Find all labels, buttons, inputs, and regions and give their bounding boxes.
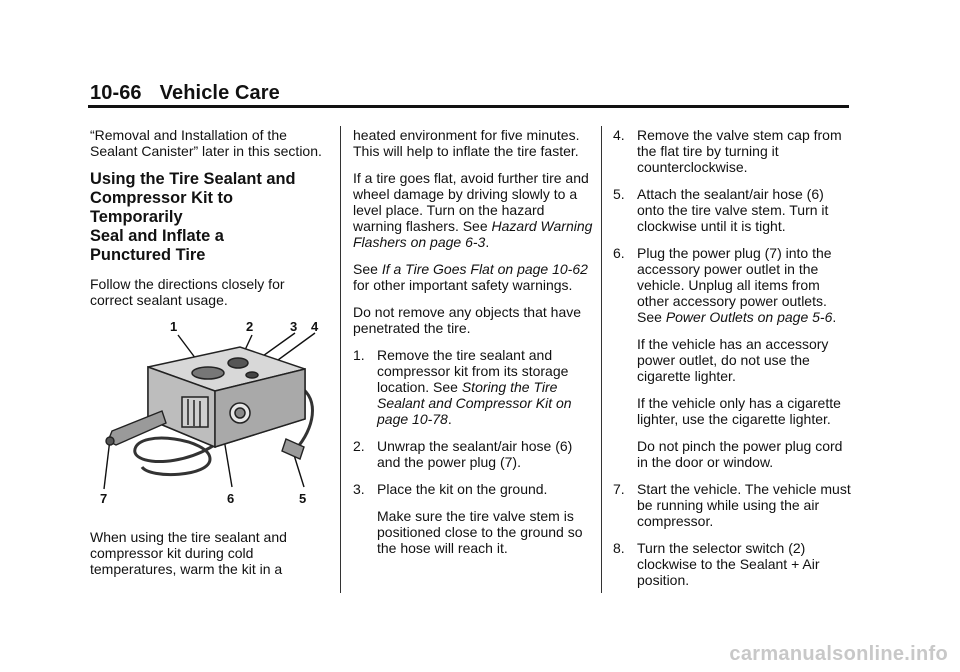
- cross-reference: Storing the Tire Sealant and Compressor Kit on page 10-78: [377, 379, 572, 427]
- step-text: Remove the valve stem cap from the flat tire by turning it counterclockwise.: [637, 127, 842, 175]
- list-item: [613, 186, 853, 234]
- heading-line: Seal and Inflate a: [90, 227, 224, 245]
- compressor-kit-drawing: [90, 319, 330, 519]
- cross-reference: Hazard Warning Flashers on page 6-3: [353, 218, 593, 250]
- list-item: [613, 245, 853, 325]
- intro-paragraph: “Removal and Installation of the Sealant Canister” later in this section.: [90, 127, 322, 159]
- header-rule: [88, 105, 849, 108]
- page-number: 10-66: [90, 82, 142, 104]
- step-text: Turn the selector switch (2) clockwise to the Sealant + Air position.: [637, 540, 820, 588]
- step-number: 1.: [353, 347, 365, 363]
- safety-paragraph: [353, 261, 593, 293]
- step-text: .: [832, 309, 837, 325]
- step-number: 8.: [613, 540, 625, 556]
- callout-7: 7: [100, 491, 108, 506]
- step-note: Do not pinch the power plug cord in the door or window.: [637, 438, 843, 470]
- heading-line: Compressor Kit to Temporarily: [90, 189, 233, 226]
- column-divider: [340, 126, 341, 593]
- list-item: [353, 347, 593, 427]
- callout-3: 3: [290, 319, 298, 334]
- section-heading: [90, 170, 330, 265]
- step-text: Remove the tire sealant and compressor kit from its storage location. See: [377, 347, 569, 395]
- step-note: Make sure the tire valve stem is positioned close to the ground so the hose will reach it.: [377, 508, 583, 556]
- step-number: 6.: [613, 245, 625, 261]
- paragraph-text: If a tire goes flat, avoid further tire and wheel damage by driving slowly to a level place. Turn on the hazard warning flashers. See: [353, 170, 589, 234]
- objects-paragraph: Do not remove any objects that have penetrated the tire.: [353, 304, 582, 336]
- step-number: 7.: [613, 481, 625, 497]
- follow-paragraph: Follow the directions closely for correct sealant usage.: [90, 276, 285, 308]
- step-note: If the vehicle only has a cigarette lighter, use the cigarette lighter.: [637, 395, 841, 427]
- warm-paragraph: heated environment for five minutes. This will help to inflate the tire faster.: [353, 127, 580, 159]
- callout-2: 2: [246, 319, 254, 334]
- callout-6: 6: [227, 491, 235, 506]
- step-number: 2.: [353, 438, 365, 454]
- callout-5: 5: [299, 491, 307, 506]
- column-divider: [601, 126, 602, 593]
- list-item: [613, 481, 853, 529]
- page-header: [90, 82, 280, 105]
- step-number: 5.: [613, 186, 625, 202]
- paragraph-text: .: [485, 234, 490, 250]
- list-item: [353, 481, 593, 497]
- step-text: Attach the sealant/air hose (6) onto the tire valve stem. Turn it clockwise until it is tight.: [637, 186, 829, 234]
- list-item: [613, 127, 853, 175]
- column-3: [613, 127, 853, 599]
- heading-line: Punctured Tire: [90, 246, 206, 264]
- list-item: [613, 540, 853, 588]
- heading-line: Using the Tire Sealant and: [90, 170, 296, 188]
- step-text: Plug the power plug (7) into the accessory power outlet in the vehicle. Unplug all items from other accessory power outlets. See: [637, 245, 832, 325]
- paragraph-text: for other important safety warnings.: [353, 277, 573, 293]
- cross-reference: If a Tire Goes Flat on page 10-62: [381, 261, 588, 277]
- compressor-kit-illustration: [90, 319, 330, 519]
- section-title: Vehicle Care: [159, 82, 280, 104]
- step-text: Start the vehicle. The vehicle must be running while using the air compressor.: [637, 481, 851, 529]
- flat-tire-paragraph: [353, 170, 593, 250]
- watermark: carmanualsonline.info: [729, 643, 948, 665]
- step-number: 4.: [613, 127, 625, 143]
- step-note: If the vehicle has an accessory power outlet, do not use the cigarette lighter.: [637, 336, 829, 384]
- callout-1: 1: [170, 319, 178, 334]
- step-text: Unwrap the sealant/air hose (6) and the power plug (7).: [377, 438, 573, 470]
- paragraph-text: See: [353, 261, 382, 277]
- cold-weather-paragraph: When using the tire sealant and compressor kit during cold temperatures, warm the kit in a: [90, 529, 287, 577]
- step-text: .: [447, 411, 452, 427]
- list-item: [353, 438, 593, 470]
- callout-4: 4: [311, 319, 319, 334]
- column-2: [353, 127, 593, 567]
- column-1: [90, 127, 330, 588]
- cross-reference: Power Outlets on page 5-6: [665, 309, 833, 325]
- step-number: 3.: [353, 481, 365, 497]
- step-text: Place the kit on the ground.: [377, 481, 548, 497]
